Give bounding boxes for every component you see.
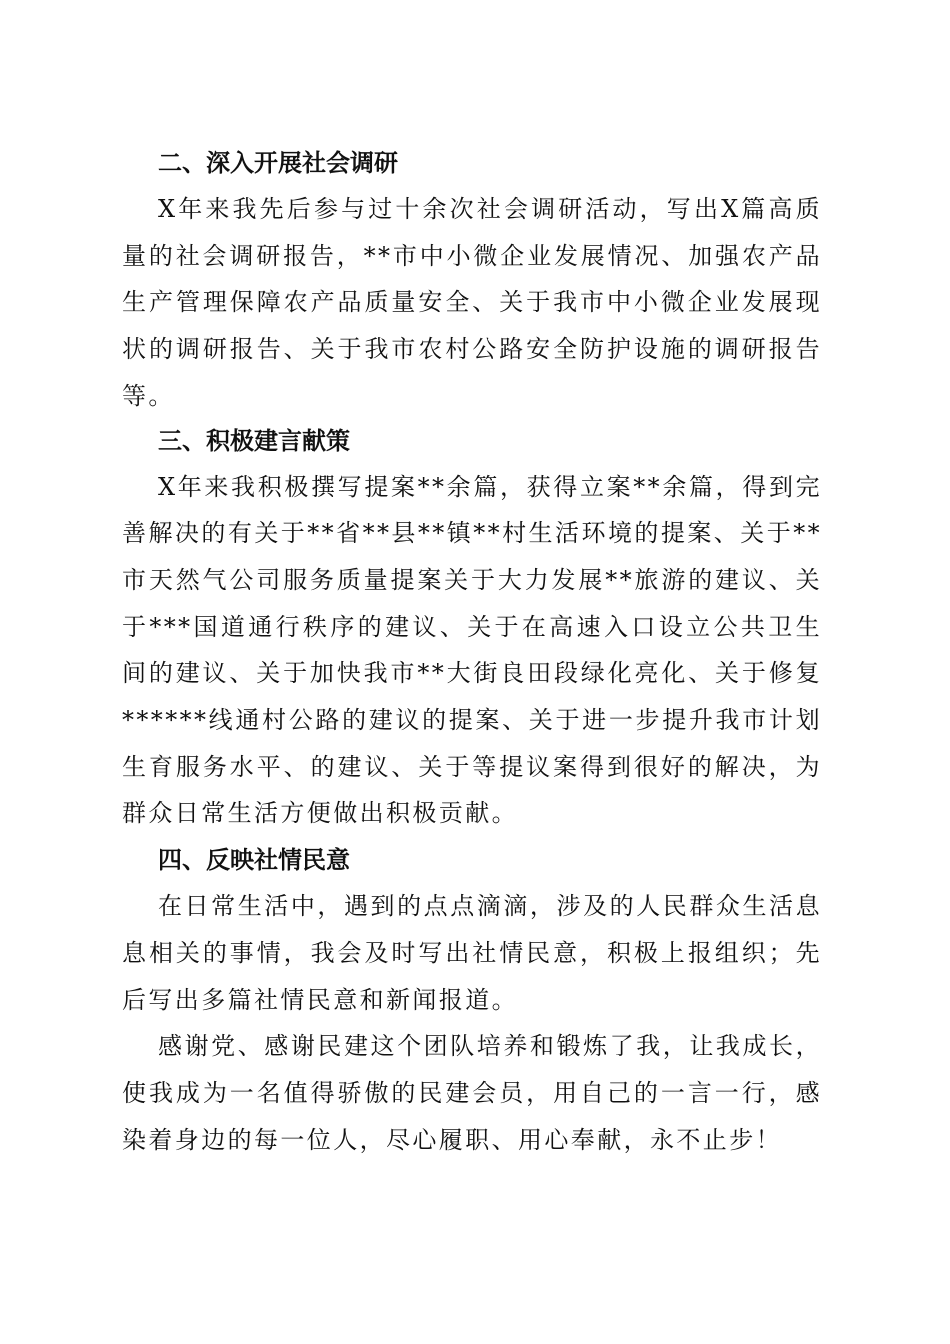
section-paragraph-proposals: X年来我积极撰写提案**余篇，获得立案**余篇，得到完善解决的有关于**省**县**镇**村生活环境的提案、关于**市天然气公司服务质量提案关于大力发展**旅游的建议、关于***国道通行秩序的建议、关于在高速入口设立公共卫生间的建议、关于加快我市**大街良田段绿化亮化、关于修复******线通村公路的建议的提案、关于进一步提升我市计划生育服务水平、的建议、关于等提议案得到很好的解决，为群众日常生活方便做出积极贡献。: [122, 472, 822, 828]
section-heading-social-research: 二、深入开展社会调研: [158, 149, 398, 177]
closing-paragraph: 感谢党、感谢民建这个团队培养和锻炼了我，让我成长，使我成为一名值得骄傲的民建会员，用自己的一言一行，感染着身边的每一位人，尽心履职、用心奉献，永不止步！: [122, 1032, 822, 1154]
section-paragraph-social-research: X年来我先后参与过十余次社会调研活动，写出X篇高质量的社会调研报告，**市中小微企业发展情况、加强农产品生产管理保障农产品质量安全、关于我市中小微企业发展现状的调研报告、关于我市农村公路安全防护设施的调研报告等。: [122, 195, 822, 410]
section-heading-proposals: 三、积极建言献策: [158, 426, 350, 455]
section-heading-public-opinion: 四、反映社情民意: [158, 846, 350, 875]
document-body: [122, 142, 822, 1163]
section-paragraph-public-opinion: 在日常生活中，遇到的点点滴滴，涉及的人民群众生活息息相关的事情，我会及时写出社情民意，积极上报组织；先后写出多篇社情民意和新闻报道。: [122, 892, 822, 1014]
